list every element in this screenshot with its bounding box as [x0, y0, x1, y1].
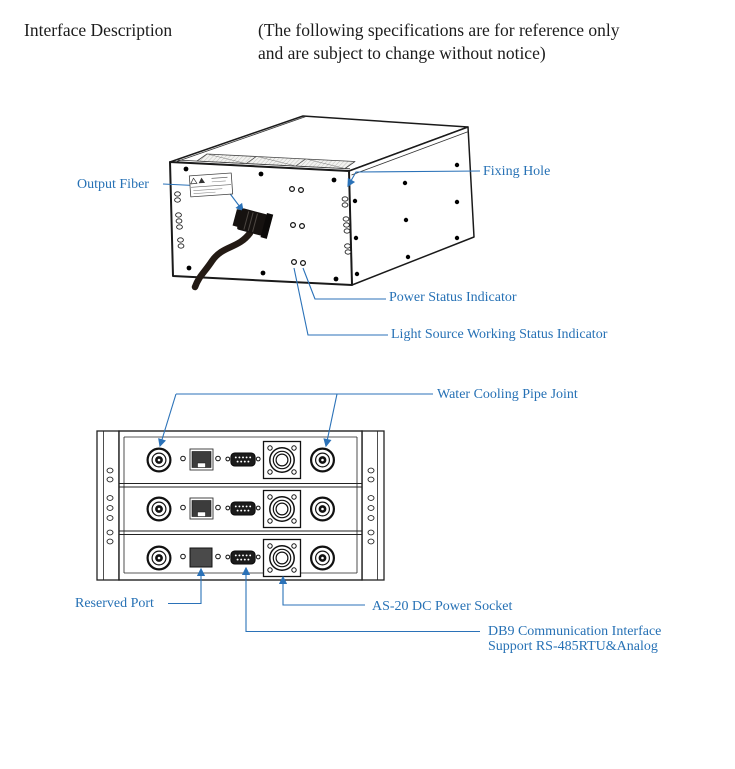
water-cooling-label: Water Cooling Pipe Joint	[437, 386, 578, 402]
dc-power-socket-label: AS-20 DC Power Socket	[372, 599, 513, 614]
reserved-port-label: Reserved Port	[75, 596, 154, 611]
db9-interface-label-line1: DB9 Communication Interface	[488, 623, 662, 639]
db9-interface-label-line2: Support RS-485RTU&Analog	[488, 639, 658, 654]
output-fiber-label: Output Fiber	[77, 176, 149, 192]
reference-note-line1: (The following specifications are for reference only	[258, 20, 620, 40]
reserved-port-square	[190, 548, 212, 567]
dc-socket-leader-line	[283, 577, 365, 605]
reference-note-line2: and are subject to change without notice)	[258, 43, 546, 63]
power-status-label: Power Status Indicator	[389, 290, 517, 305]
light-source-label: Light Source Working Status Indicator	[391, 326, 608, 342]
db9-interface-label	[488, 624, 661, 655]
fixing-hole-label: Fixing Hole	[483, 163, 551, 179]
rack-ear-right	[362, 431, 384, 580]
front-panel-illustration	[97, 394, 480, 632]
page-title: Interface Description	[24, 20, 173, 40]
reference-note	[258, 19, 620, 65]
warning-label-sticker	[189, 173, 232, 197]
rack-ear-left	[97, 431, 119, 580]
